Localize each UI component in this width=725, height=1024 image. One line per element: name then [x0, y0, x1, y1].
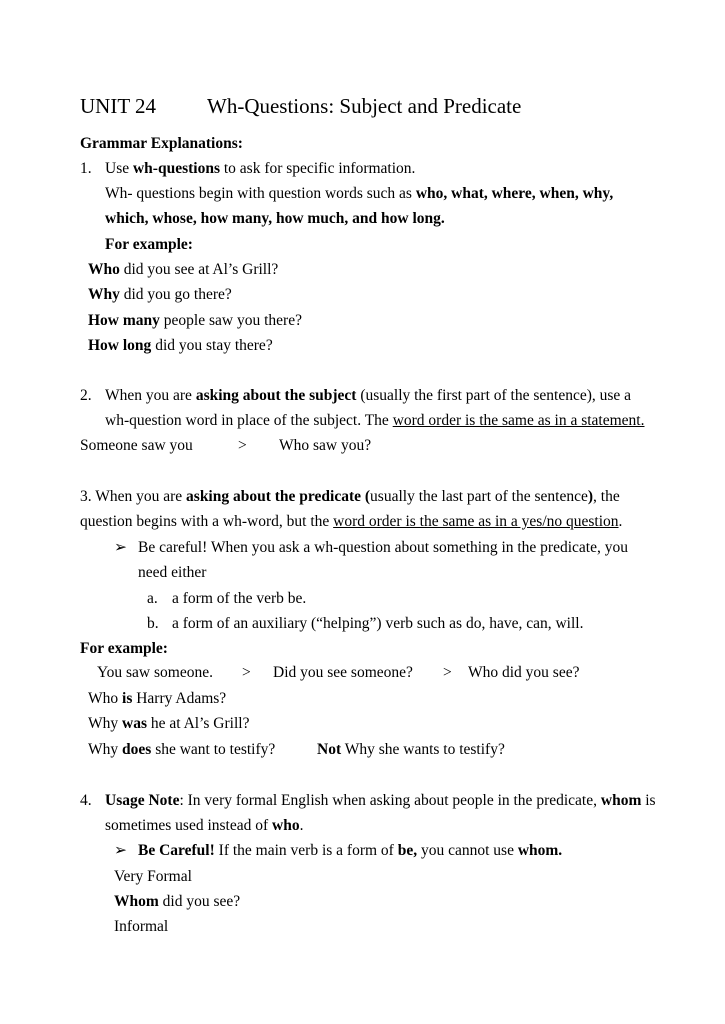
unit-number: UNIT 24: [80, 94, 157, 118]
s1-example-label: For example:: [105, 236, 193, 253]
s3-example-4b: Not Why she wants to testify?: [317, 741, 505, 758]
s4-very-formal: Very Formal: [114, 868, 192, 885]
s1-example-1: Who did you see at Al’s Grill?: [88, 261, 279, 278]
s4-number: 4.: [80, 792, 92, 809]
s3-line-1: 3. When you are asking about the predicate (usually the last part of the sentence), the: [80, 488, 620, 505]
s3-line-2: question begins with a wh-word, but the word order is the same as in a yes/no question.: [80, 513, 623, 530]
s3-example-1a: You saw someone.: [97, 664, 213, 681]
s3-list-a-text: a form of the verb be.: [172, 590, 307, 607]
s3-arrow-2: >: [443, 664, 452, 681]
s3-example-3: Why was he at Al’s Grill?: [88, 715, 250, 732]
s4-line-1: Usage Note: In very formal English when asking about people in the predicate, whom is: [105, 792, 656, 809]
s2-example-b: Who saw you?: [279, 437, 372, 454]
s3-example-1c: Who did you see?: [468, 664, 580, 681]
s3-bullet-icon: ➢: [114, 539, 127, 556]
s4-bullet-line: Be Careful! If the main verb is a form of be, you cannot use whom.: [138, 842, 563, 859]
s1-example-4: How long did you stay there?: [88, 337, 273, 354]
s1-example-2: Why did you go there?: [88, 286, 232, 303]
s3-example-2: Who is Harry Adams?: [88, 690, 227, 707]
s3-example-label: For example:: [80, 640, 168, 657]
s2-example-a: Someone saw you: [80, 437, 193, 454]
s3-arrow-1: >: [242, 664, 251, 681]
unit-topic: Wh-Questions: Subject and Predicate: [207, 94, 522, 118]
s2-number: 2.: [80, 387, 92, 404]
s1-example-3: How many people saw you there?: [88, 312, 302, 329]
s4-informal: Informal: [114, 918, 169, 935]
s4-whom-example: Whom did you see?: [114, 893, 241, 910]
s3-list-b-label: b.: [147, 615, 159, 632]
s1-number: 1.: [80, 160, 92, 177]
s3-example-1b: Did you see someone?: [273, 664, 413, 681]
s4-line-2: sometimes used instead of who.: [105, 817, 304, 834]
s2-arrow: >: [238, 437, 247, 454]
section-heading: Grammar Explanations:: [80, 135, 243, 152]
s1-line-1: Use wh-questions to ask for specific information.: [105, 160, 416, 177]
s2-line-1: When you are asking about the subject (usually the first part of the sentence), use a: [105, 387, 632, 404]
s1-line-2: Wh- questions begin with question words such as who, what, where, when, why,: [105, 185, 614, 202]
s4-bullet-icon: ➢: [114, 842, 127, 859]
s3-list-b-text: a form of an auxiliary (“helping”) verb such as do, have, can, will.: [172, 615, 584, 632]
s3-bullet-line-1: Be careful! When you ask a wh-question about something in the predicate, you: [138, 539, 628, 556]
s1-line-3: which, whose, how many, how much, and how long.: [105, 210, 445, 227]
s2-line-2: wh-question word in place of the subject. The word order is the same as in a statement.: [105, 412, 645, 429]
s3-bullet-line-2: need either: [138, 564, 207, 581]
s3-list-a-label: a.: [147, 590, 158, 607]
s3-example-4a: Why does she want to testify?: [88, 741, 276, 758]
